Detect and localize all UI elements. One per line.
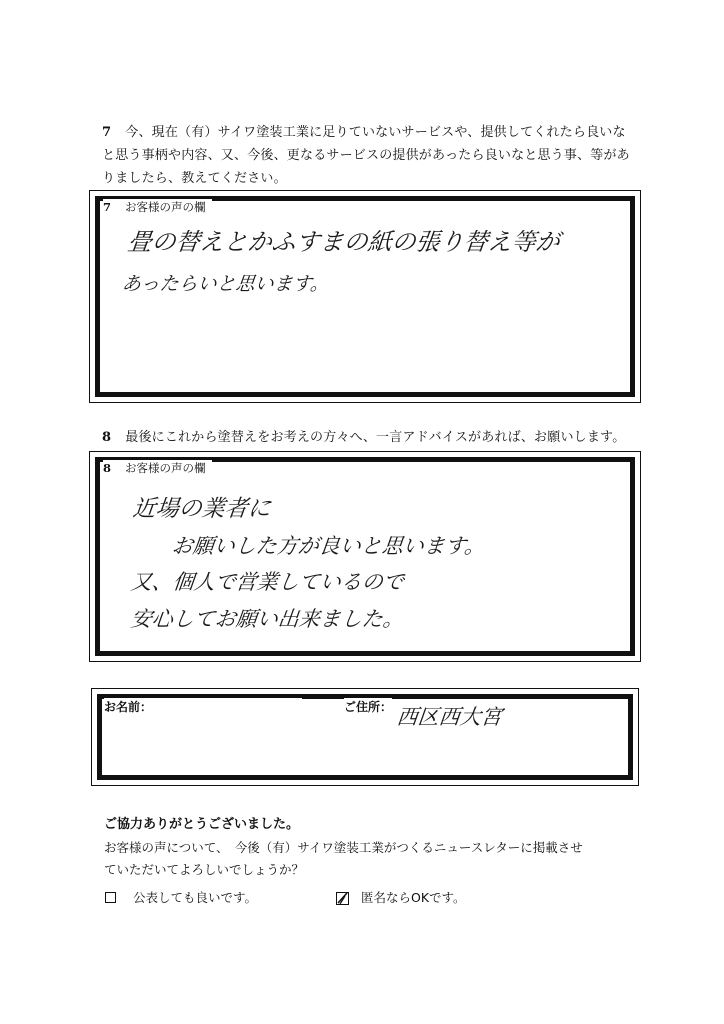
publish-ok-label: 公表しても良いです。 — [133, 890, 258, 905]
question-8-text: 最後にこれから塗替えをお考えの方々へ、一言アドバイスがあれば、お願いします。 — [125, 430, 626, 445]
consent-question-line-2: ていただいてよろしいでしょうか？ — [104, 862, 305, 877]
answer-7-line-1: 畳の替えとかふすまの紙の張り替え等が — [126, 228, 562, 256]
address-label: ご住所： — [344, 700, 393, 714]
answer-8-line-4: 安心してお願い出来ました。 — [129, 607, 406, 631]
answer-box-7-label — [103, 199, 212, 215]
consent-question-line-1: お客様の声について、 今後（有）サイワ塗装工業がつくるニュースレターに掲載させ — [104, 840, 583, 855]
publish-ok-checkbox[interactable] — [105, 892, 116, 903]
answer-7-line-2: あったらいと思います。 — [120, 273, 331, 295]
anonymous-ok-label: 匿名ならOKです。 — [361, 890, 466, 905]
question-7-text: 今、現在（有）サイワ塗装工業に足りていないサービスや、提供してくれたら良いなと思う事柄や内容、又、今後、更なるサービスの提供があったら良いなと思う事、等がありましたら、教えてください。 — [102, 125, 630, 186]
answer-8-line-1: 近場の業者に — [131, 496, 273, 522]
question-8-number: 8 — [102, 430, 112, 445]
answer-box-8-label-text: お客様の声の欄 — [125, 461, 206, 475]
name-label: お名前： — [104, 698, 302, 715]
question-7-number: 7 — [102, 125, 112, 140]
answer-box-7-label-text: お客様の声の欄 — [125, 200, 206, 214]
answer-box-8-label-number: 8 — [103, 461, 112, 475]
answer-8-line-3: 又、個人で営業しているので — [129, 570, 406, 594]
answer-box-7-label-number: 7 — [103, 200, 112, 214]
answer-8-line-2: お願いした方が良いと思います。 — [170, 534, 487, 558]
check-mark-icon — [336, 892, 349, 905]
question-7 — [102, 121, 632, 190]
question-8 — [102, 426, 662, 449]
thanks-message: ご協力ありがとうございました。 — [104, 817, 300, 832]
address-value: 西区西大宮 — [395, 705, 504, 729]
answer-box-8-label — [103, 460, 212, 476]
anonymous-ok-checkbox[interactable] — [336, 892, 349, 905]
